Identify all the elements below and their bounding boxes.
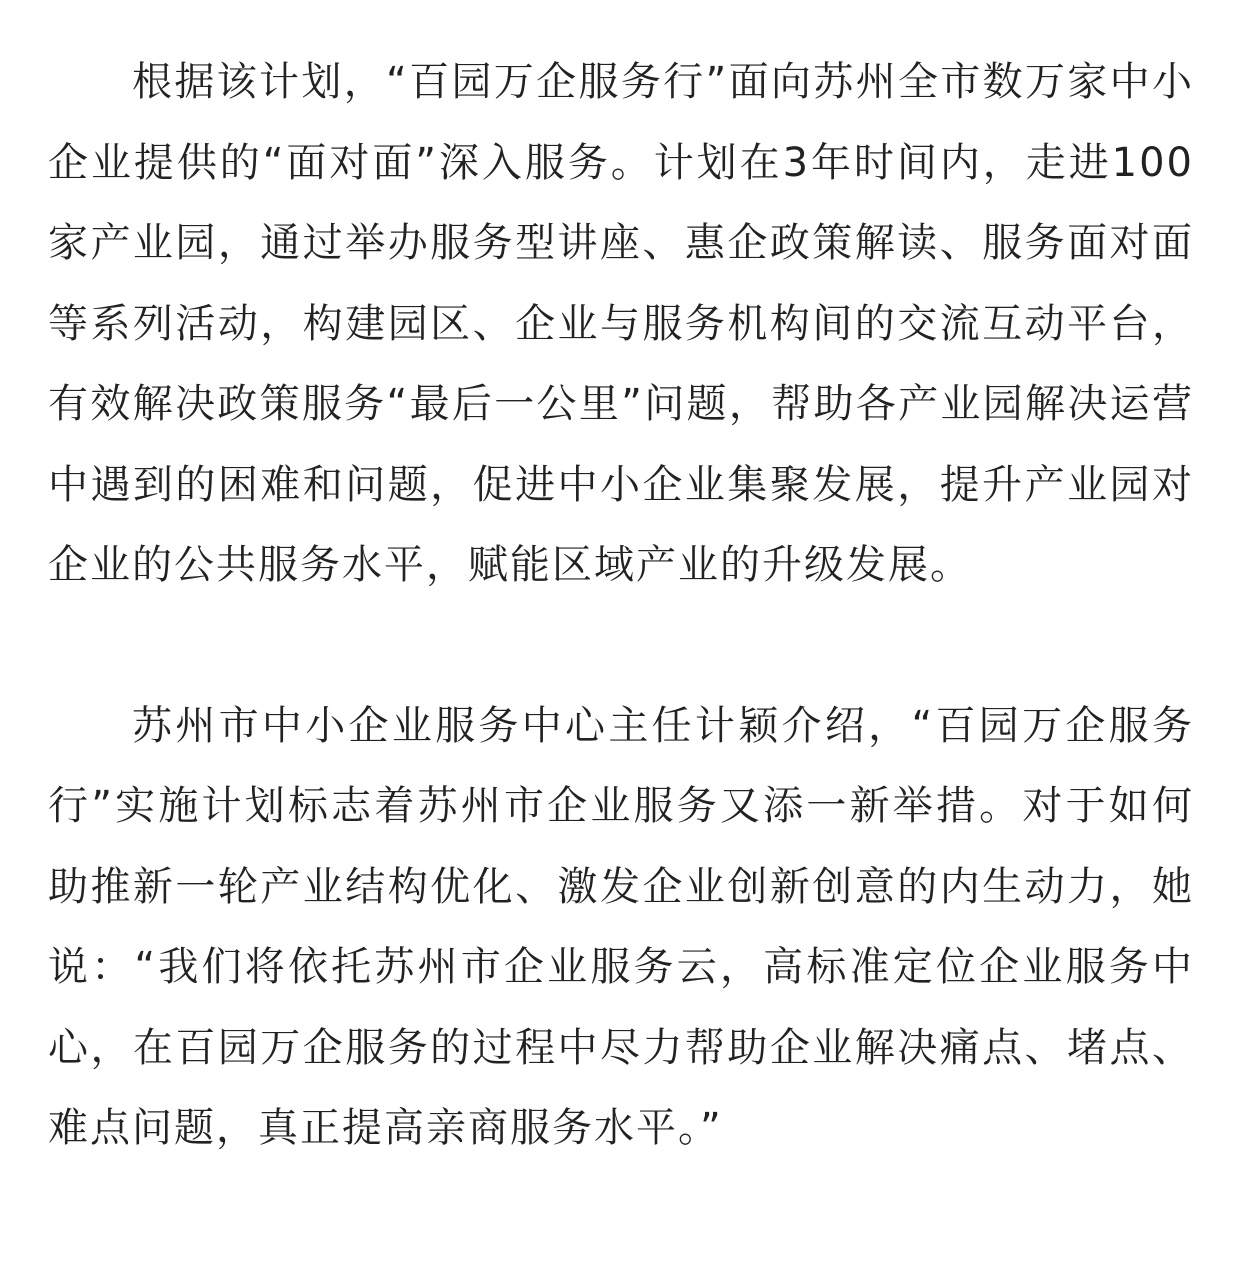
paragraph-plan-overview: 根据该计划，“百园万企服务行”面向苏州全市数万家中小企业提供的“面对面”深入服务。计划在3年时间内，走进100家产业园，通过举办服务型讲座、惠企政策解读、服务面对面等系列活动，构建园区、企业与服务机构间的交流互动平台，有效解决政策服务“最后一公里”问题，帮助各产业园解决运营中遇到的困难和问题，促进中小企业集聚发展，提升产业园对企业的公共服务水平，赋能区域产业的升级发展。 bbox=[48, 59, 1194, 588]
article-body bbox=[48, 42, 1194, 1169]
paragraph-director-quote: 苏州市中小企业服务中心主任计颖介绍，“百园万企服务行”实施计划标志着苏州市企业服务又添一新举措。对于如何助推新一轮产业结构优化、激发企业创新创意的内生动力，她说：“我们将依托苏州市企业服务云，高标准定位企业服务中心，在百园万企服务的过程中尽力帮助企业解决痛点、堵点、难点问题，真正提高亲商服务水平。” bbox=[48, 702, 1194, 1151]
